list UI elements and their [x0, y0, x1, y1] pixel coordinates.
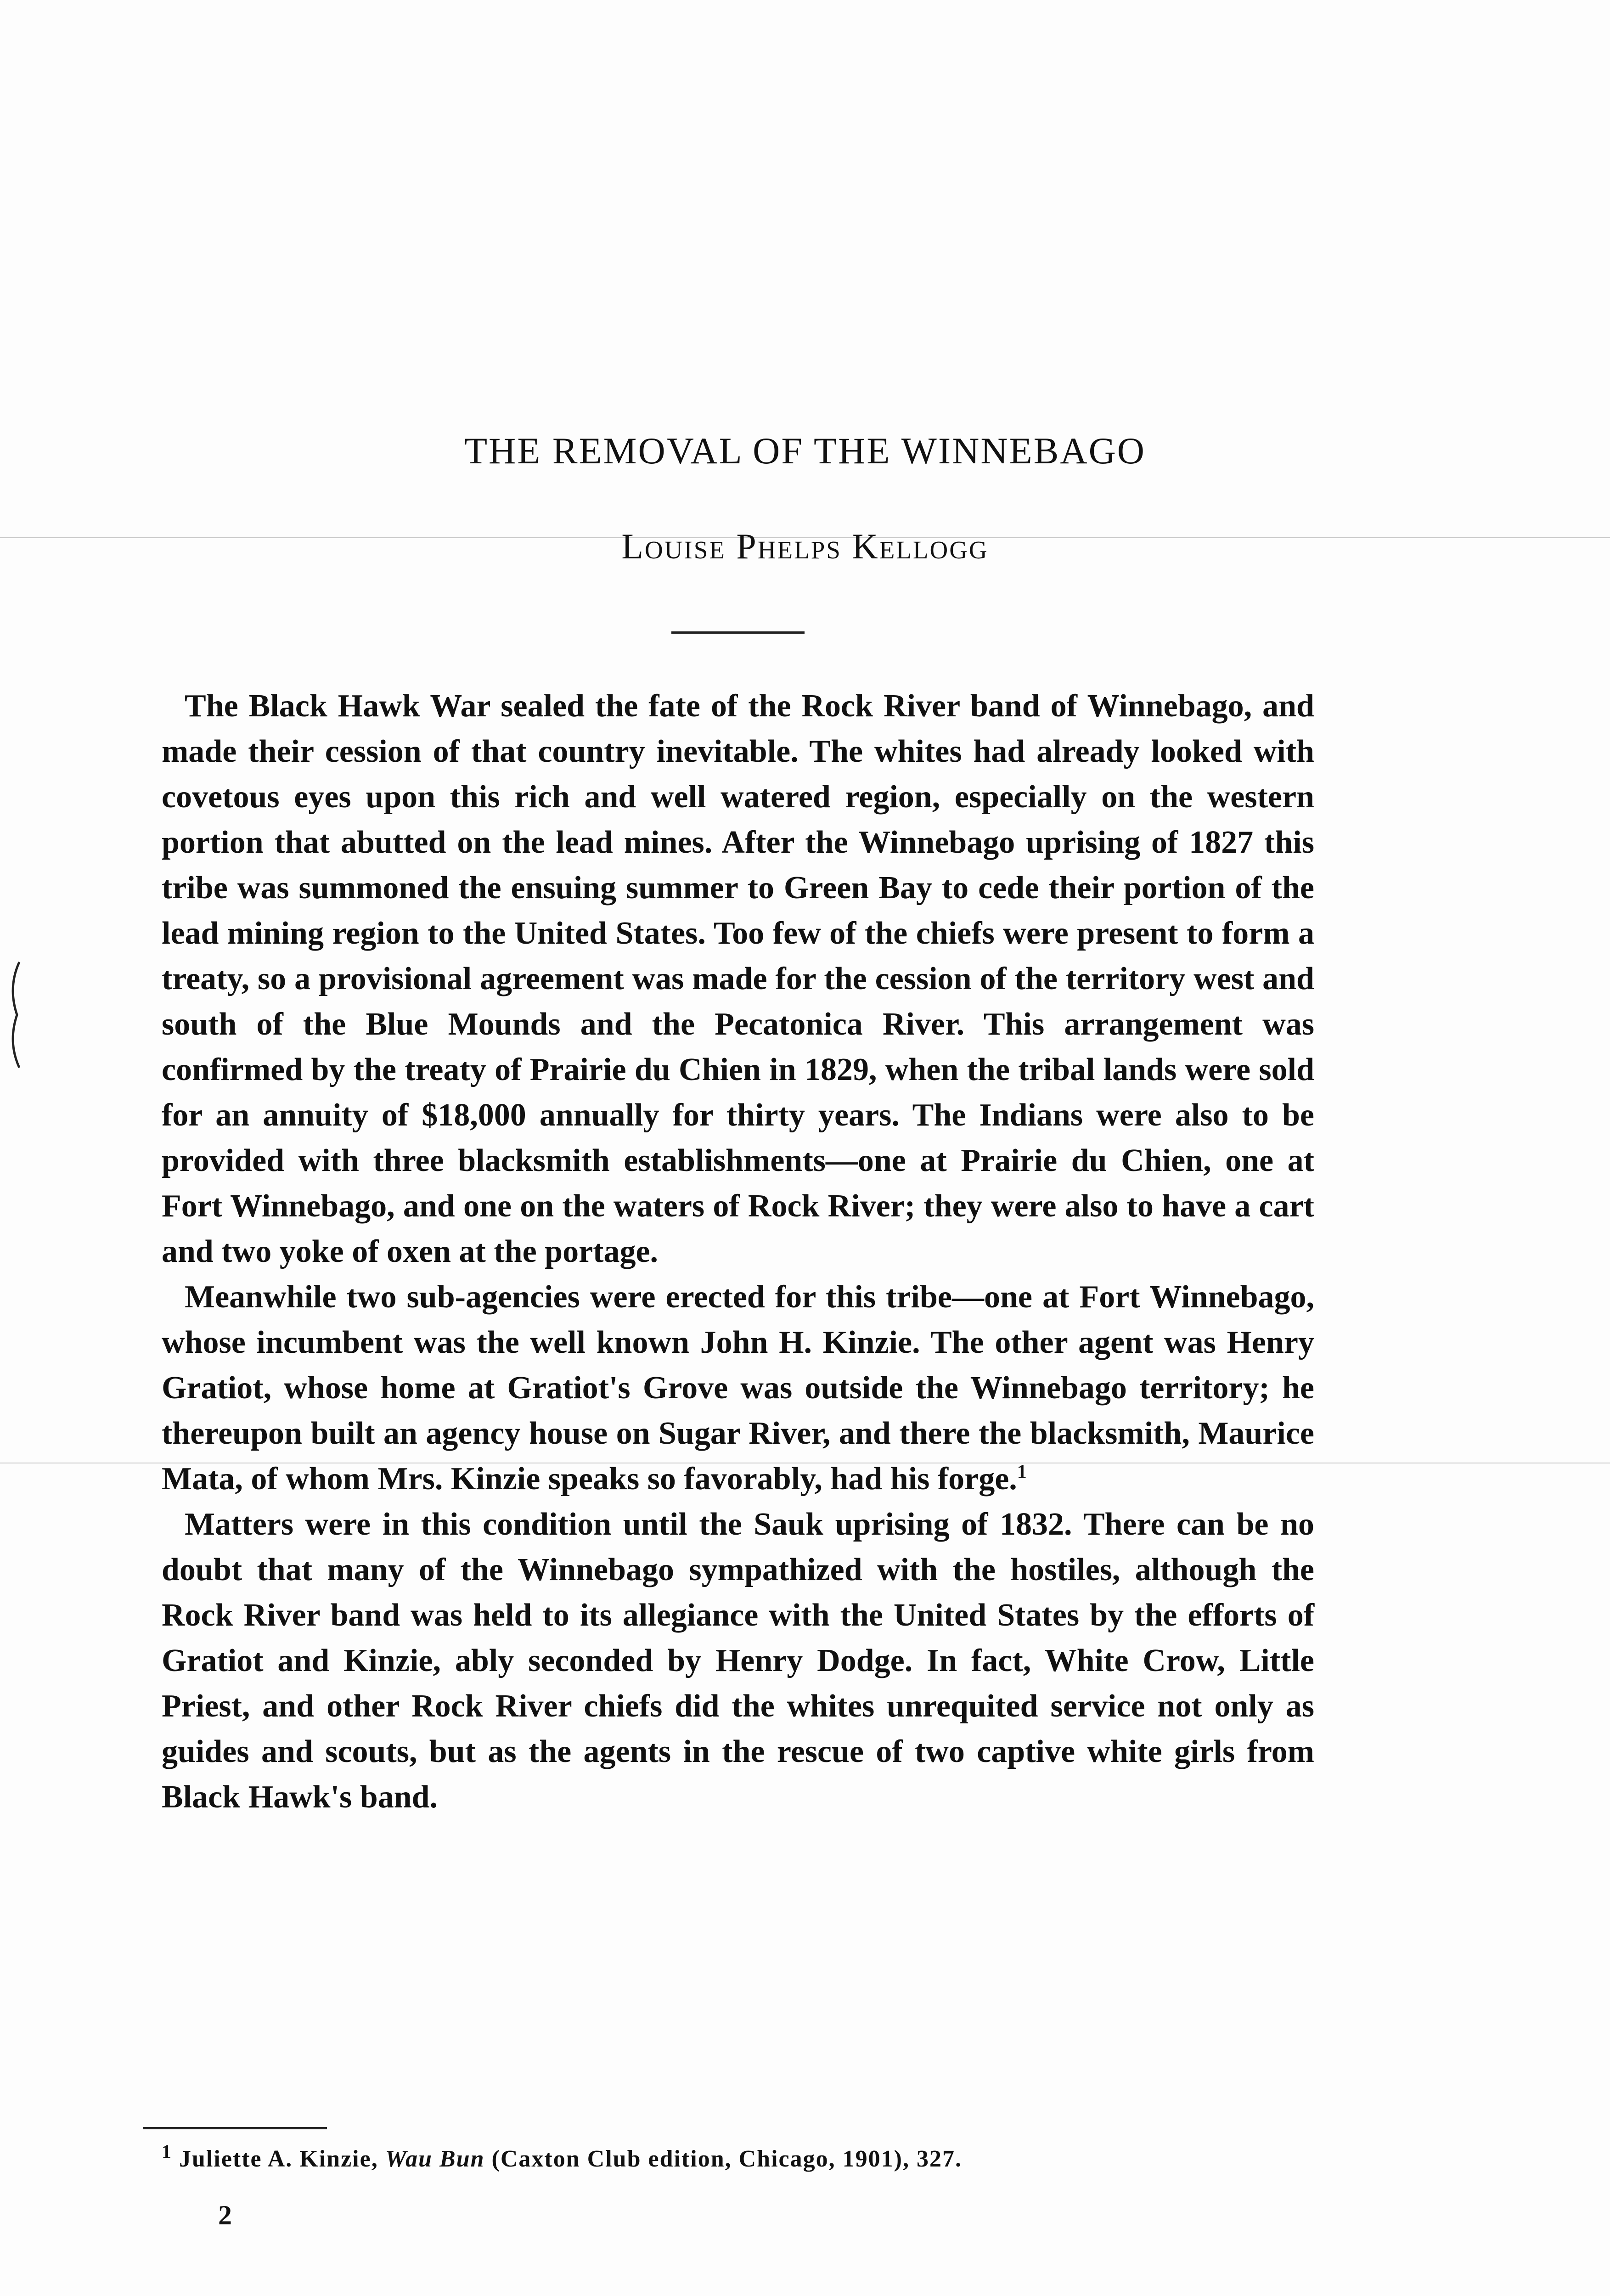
title-divider: [671, 631, 805, 634]
article-author: Louise Phelps Kellogg: [621, 526, 989, 566]
footnote: [162, 2141, 1310, 2172]
footnote-author: Juliette A. Kinzie,: [179, 2146, 378, 2172]
footnote-details: (Caxton Club edition, Chicago, 1901), 327.: [491, 2146, 962, 2172]
paragraph: [162, 1274, 1314, 1502]
page-number: 2: [218, 2200, 232, 2230]
article-body: [162, 683, 1314, 1820]
footnote-divider: [143, 2127, 327, 2129]
footnote-reference[interactable]: 1: [1017, 1461, 1027, 1483]
paragraph: Matters were in this condition until the Sauk uprising of 1832. There can be no doubt that many of the Winnebago sympathized with the hostiles, although the Rock River band was held to its allegiance with the United States by the efforts of Gratiot and Kinzie, ably seconded by Henry Dodge. In fact, White Crow, Little Priest, and other Rock River chiefs did the whites unrequited service not only as guides and scouts, but as the agents in the rescue of two captive white girls from Black Hawk's band.: [162, 1507, 1314, 1815]
margin-bracket-mark: [6, 960, 24, 1070]
footnote-marker: 1: [162, 2141, 172, 2163]
article-title: THE REMOVAL OF THE WINNEBAGO: [464, 430, 1146, 472]
paragraph-text: Meanwhile two sub-agencies were erected for this tribe—one at Fort Winnebago, whose incumbent was the well known John H. Kinzie. The other agent was Henry Gratiot, whose home at Gratiot's Grove was outside the Winnebago territory; he thereupon built an agency house on Sugar River, and there the blacksmith, Maurice Mata, of whom Mrs. Kinzie speaks so favorably, had his forge.: [162, 1279, 1314, 1497]
paragraph: The Black Hawk War sealed the fate of the Rock River band of Winnebago, and made their cession of that country inevitable. The whites had already looked with covetous eyes upon this rich and well watered region, especially on the western portion that abutted on the lead mines. After the Winnebago uprising of 1827 this tribe was summoned the ensuing summer to Green Bay to cede their portion of the lead mining region to the United States. Too few of the chiefs were present to form a treaty, so a provisional agreement was made for the cession of the territory west and south of the Blue Mounds and the Pecatonica River. This arrangement was confirmed by the treaty of Prairie du Chien in 1829, when the tribal lands were sold for an annuity of $18,000 annually for thirty years. The Indians were also to be provided with three blacksmith establishments—one at Prairie du Chien, one at Fort Winnebago, and one on the waters of Rock River; they were also to have a cart and two yoke of oxen at the portage.: [162, 688, 1314, 1269]
footnote-work-title: Wau Bun: [385, 2146, 485, 2172]
